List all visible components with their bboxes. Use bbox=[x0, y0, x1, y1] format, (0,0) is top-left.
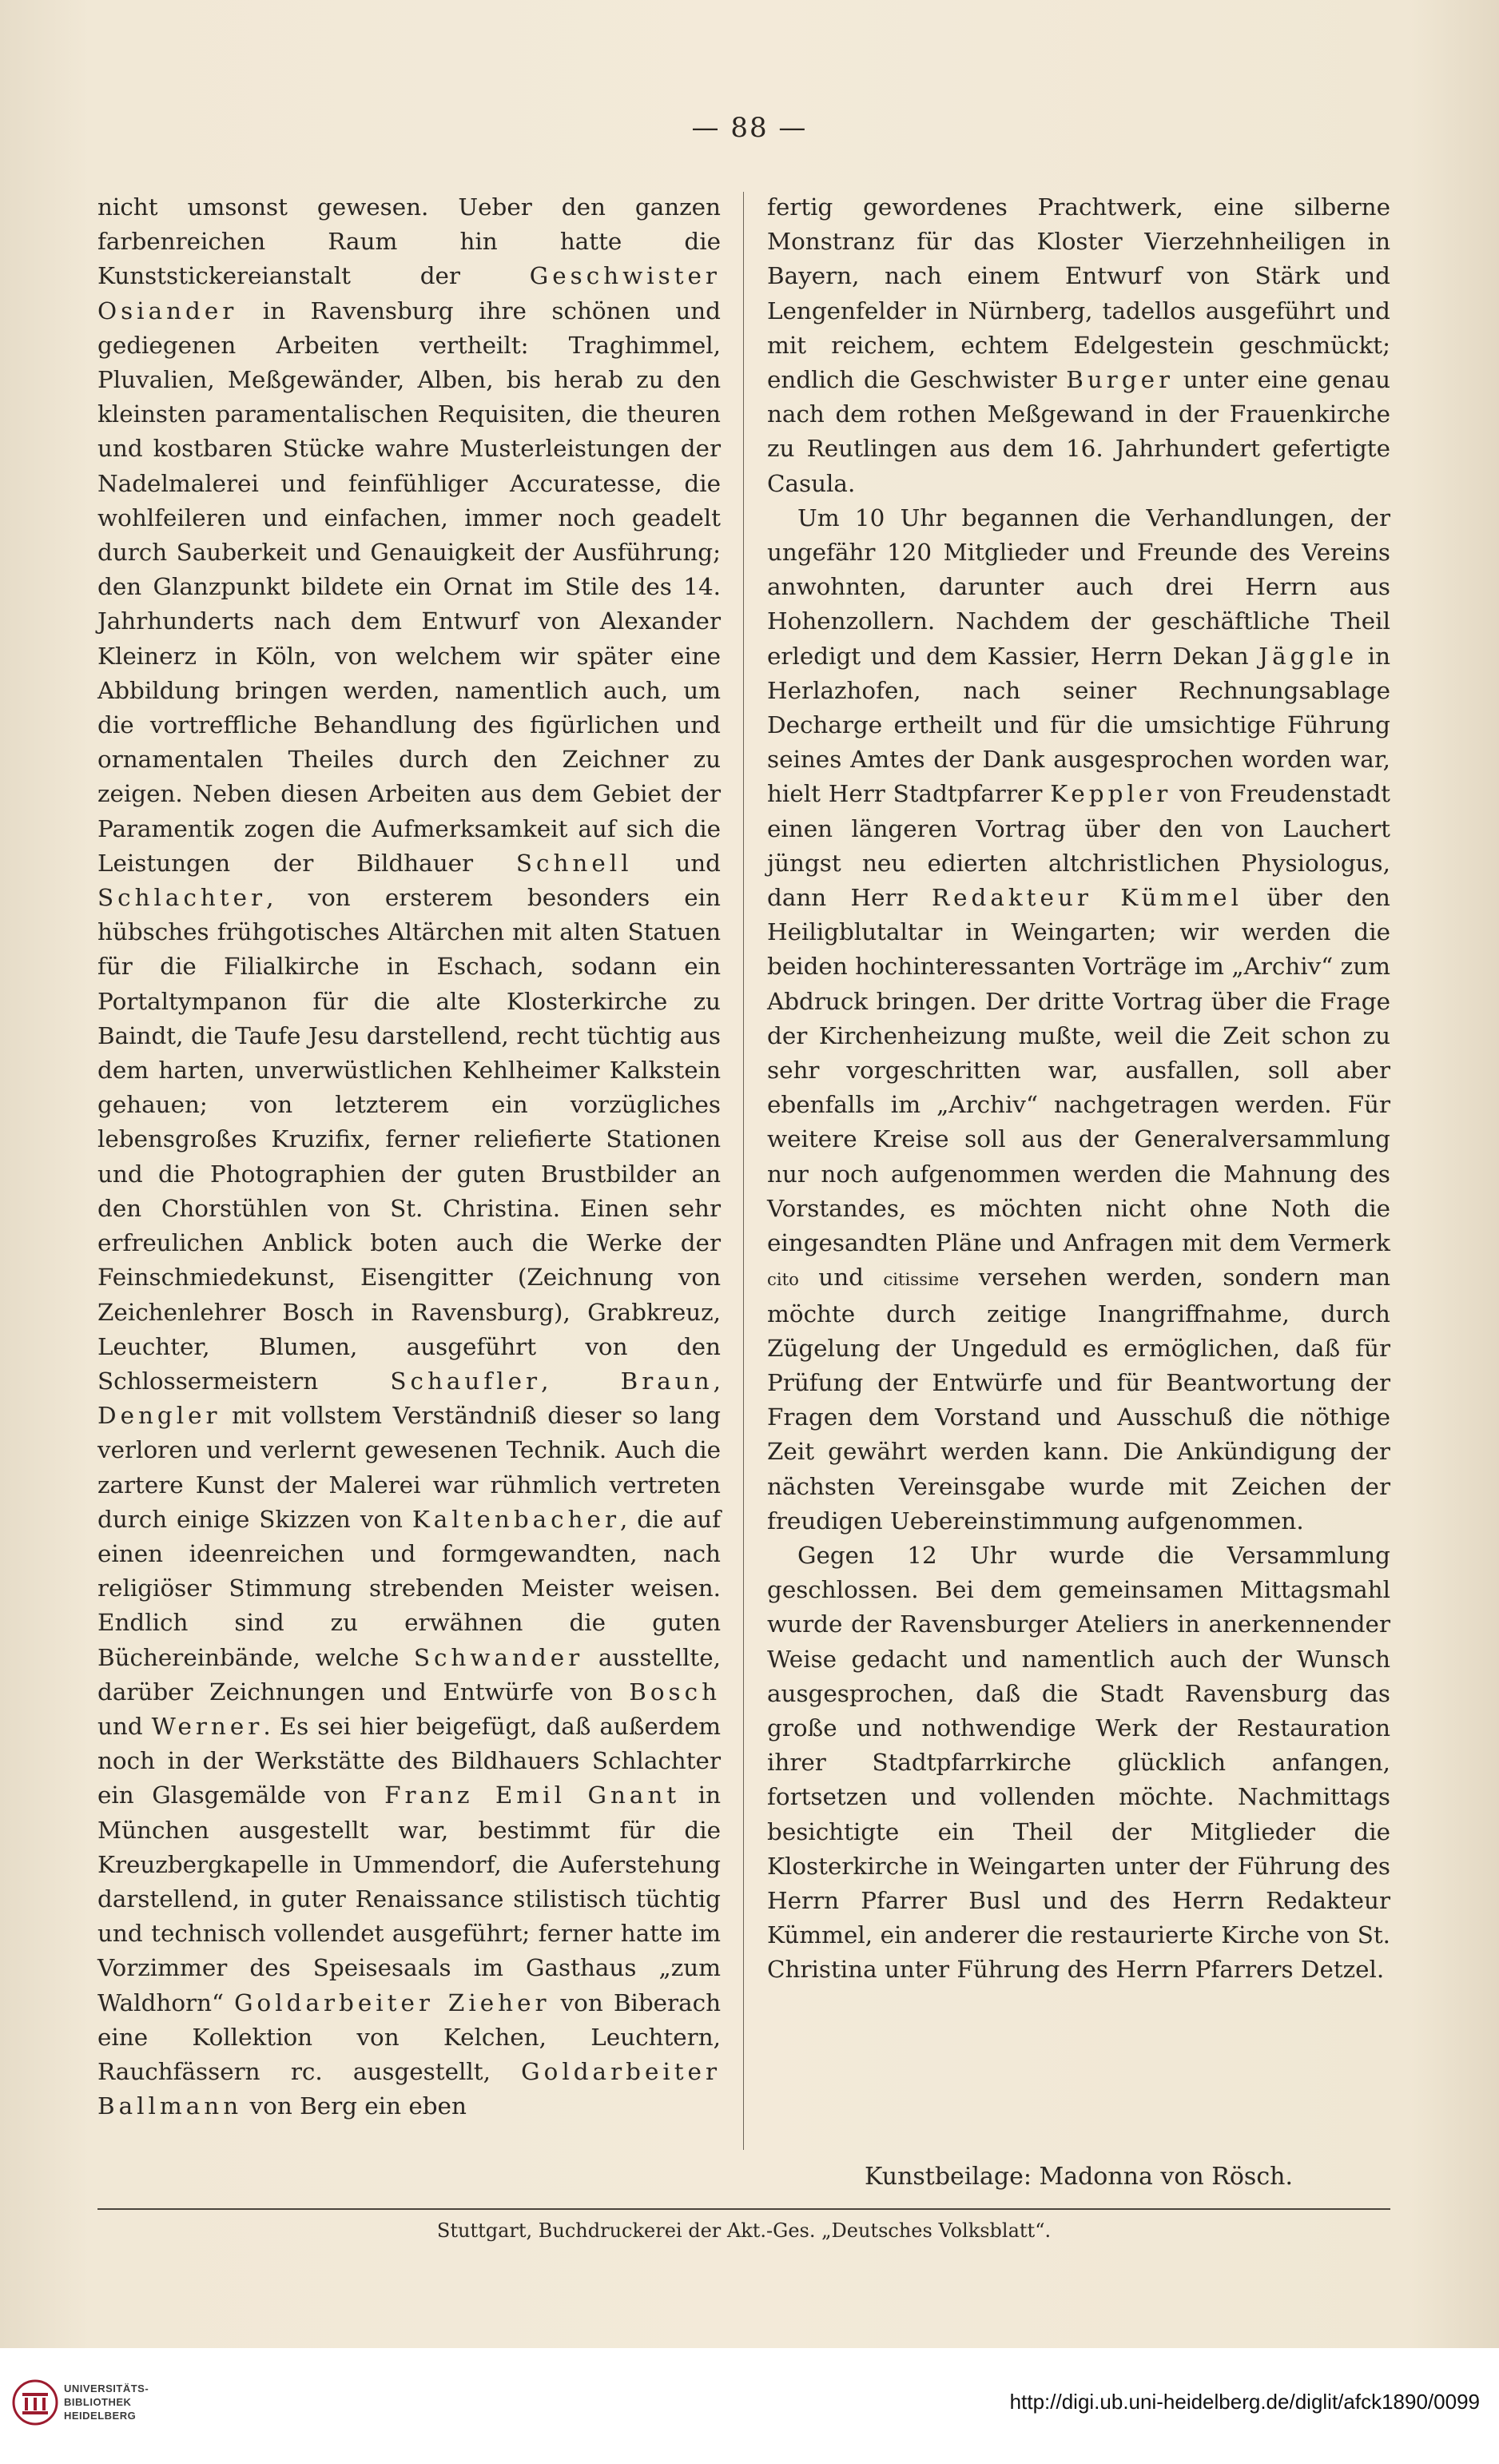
printer-imprint: Stuttgart, Buchdruckerei der Akt.-Ges. „Deutsches Volksblatt“. bbox=[436, 2219, 1052, 2242]
emphasized-name: Goldarbeiter Zieher bbox=[234, 1988, 551, 2016]
column-divider bbox=[743, 192, 744, 2150]
emphasized-name: Franz Emil Gnant bbox=[384, 1781, 681, 1809]
library-name-line: HEIDELBERG bbox=[64, 2410, 137, 2422]
left-column bbox=[97, 190, 721, 2124]
latin-term: cito bbox=[767, 1269, 799, 1290]
library-name-line: UNIVERSITÄTS- bbox=[64, 2382, 149, 2394]
footer-rule bbox=[97, 2208, 1390, 2210]
emphasized-name: Schlachter bbox=[97, 884, 267, 912]
emphasized-name: Schwander bbox=[413, 1643, 584, 1671]
emphasized-name: Braun bbox=[620, 1367, 714, 1395]
emphasized-name: Redakteur Kümmel bbox=[932, 884, 1243, 912]
emphasized-name: Burger bbox=[1066, 366, 1175, 394]
emphasized-name: Schaufler bbox=[390, 1367, 542, 1395]
art-supplement-note: Kunstbeilage: Madonna von Rösch. bbox=[865, 2163, 1293, 2191]
emphasized-name: Schnell bbox=[515, 849, 633, 877]
library-name-line: BIBLIOTHEK bbox=[64, 2396, 132, 2408]
emphasized-name: Geschwister Osiander bbox=[97, 262, 721, 324]
library-name bbox=[64, 2382, 149, 2422]
article-paragraph: Um 10 Uhr begannen die Verhandlungen, der ungefähr 120 Mitglieder und Freunde des Vereins anwohnten, darunter auch drei Herrn aus Hohenzollern. Nachdem der geschäftliche Theil erledigt und dem Kassier, Herrn Dekan Jäggle in Herlazhofen, nach seiner Rechnungsablage Decharge ertheilt und für die umsichtige Führung seines Amtes der Dank ausgesprochen worden war, hielt Herr Stadtpfarrer Keppler von Freudenstadt einen längeren Vortrag über den von Lauchert jüngst neu edierten altchristlichen Physiologus, dann Herr Redakteur Kümmel über den Heiligblutaltar in Weingarten; wir werden die beiden hochinteressanten Vorträge im „Archiv“ zum Abdruck bringen. Der dritte Vortrag über die Frage der Kirchenheizung mußte, weil die Zeit schon zu sehr vorgeschritten war, ausfallen, soll aber ebenfalls im „Archiv“ nachgetragen werden. Für weitere Kreise soll aus der Generalversammlung nur noch aufgenommen werden die Mahnung des Vorstandes, es möchten nicht ohne Noth die eingesandten Pläne und Anfragen mit dem Vermerk cito und citissime versehen werden, sondern man möchte durch zeitige Inangriffnahme, durch Zügelung der Ungeduld es ermöglichen, daß für Prüfung der Entwürfe und für Beantwortung der Fragen dem Vorstand und Ausschuß die nöthige Zeit gewährt werden kann. Die Ankündigung der nächsten Vereinsgabe wurde mit Zeichen der freudigen Uebereinstimmung aufgenommen. bbox=[767, 504, 1391, 1535]
source-url-link[interactable]: http://digi.ub.uni-heidelberg.de/diglit/afck1890/0099 bbox=[1009, 2390, 1480, 2414]
article-paragraph: Gegen 12 Uhr wurde die Versammlung geschlossen. Bei dem gemeinsamen Mittagsmahl wurde der Ravensburger Ateliers in anerkennender Weise gedacht und namentlich auch der Wunsch ausgesprochen, daß die Stadt Ravensburg das große und nothwendige Werk der Restauration ihrer Stadtpfarrkirche glücklich anfangen, fortsetzen und vollenden möchte. Nachmittags besichtigte ein Theil der Mitglieder die Klosterkirche in Weingarten unter der Führung des Herrn Pfarrer Busl und des Herrn Redakteur Kümmel, ein anderer die restaurierte Kirche von St. Christina unter Führung des Herrn Pfarrers Detzel. bbox=[767, 1541, 1390, 1984]
emphasized-name: Bosch bbox=[629, 1678, 721, 1706]
emphasized-name: Keppler bbox=[1050, 780, 1172, 808]
emphasized-name: Goldarbeiter Ballmann bbox=[97, 2057, 721, 2120]
emphasized-name: Jäggle bbox=[1258, 642, 1358, 670]
emphasized-name: Werner bbox=[151, 1712, 264, 1740]
emphasized-name: Dengler bbox=[97, 1402, 221, 1430]
library-seal-icon bbox=[11, 2378, 59, 2426]
article-paragraph: fertig gewordenes Prachtwerk, eine silberne Monstranz für das Kloster Vierzehnheiligen in Bayern, nach einem Entwurf von Stärk und Lengenfelder in Nürnberg, tadellos ausgeführt und mit reichem, echtem Edelgestein geschmückt; endlich die Geschwister Burger unter eine genau nach dem rothen Meßgewand in der Frauenkirche zu Reutlingen aus dem 16. Jahrhundert gefertigte Casula. bbox=[767, 193, 1391, 497]
right-column bbox=[767, 190, 1390, 1988]
library-logo[interactable] bbox=[11, 2374, 203, 2438]
article-paragraph: nicht umsonst gewesen. Ueber den ganzen farbenreichen Raum hin hatte die Kunststickereianstalt der Geschwister Osiander in Ravensburg ihre schönen und gediegenen Arbeiten vertheilt: Traghimmel, Pluvalien, Meßgewänder, Alben, bis herab zu den kleinsten paramentalischen Requisiten, die theuren und kostbaren Stücke wahre Musterleistungen der Nadelmalerei und feinfühliger Accuratesse, die wohlfeileren und einfachen, immer noch geadelt durch Sauberkeit und Genauigkeit der Ausführung; den Glanzpunkt bildete ein Ornat im Stile des 14. Jahrhunderts nach dem Entwurf von Alexander Kleinerz in Köln, von welchem wir später eine Abbildung bringen werden, namentlich auch, um die vortreffliche Behandlung des figürlichen und ornamentalen Theiles durch den Zeichner zu zeigen. Neben diesen Arbeiten aus dem Gebiet der Paramentik zogen die Aufmerksamkeit auf sich die Leistungen der Bildhauer Schnell und Schlachter, von ersterem besonders ein hübsches frühgotisches Altärchen mit alten Statuen für die Filialkirche in Eschach, sodann ein Portaltympanon für die alte Klosterkirche zu Baindt, die Taufe Jesu darstellend, recht tüchtig aus dem harten, unverwüstlichen Kehlheimer Kalkstein gehauen; von letzterem ein vorzügliches lebensgroßes Kruzifix, ferner reliefierte Stationen und die Photographien der guten Brustbilder an den Chorstühlen von St. Christina. Einen sehr erfreulichen Anblick boten auch die Werke der Feinschmiedekunst, Eisengitter (Zeichnung von Zeichenlehrer Bosch in Ravensburg), Grabkreuz, Leuchter, Blumen, ausgeführt von den Schlossermeistern Schaufler, Braun, Dengler mit vollstem Verständniß dieser so lang verloren und verlernt gewesenen Technik. Auch die zartere Kunst der Malerei war rühmlich vertreten durch einige Skizzen von Kaltenbacher, die auf einen ideenreichen und formgewandten, nach religiöser Stimmung strebenden Meister weisen. Endlich sind zu erwähnen die guten Büchereinbände, welche Schwander ausstellte, darüber Zeichnungen und Entwürfe von Bosch und Werner. Es sei hier beigefügt, daß außerdem noch in der Werkstätte des Bildhauers Schlachter ein Glasgemälde von Franz Emil Gnant in München ausgestellt war, bestimmt für die Kreuzbergkapelle in Ummendorf, die Auferstehung darstellend, in guter Renaissance stilistisch tüchtig und technisch vollendet ausgeführt; ferner hatte im Vorzimmer des Speisesaals im Gasthaus „zum Waldhorn“ Goldarbeiter Zieher von Biberach eine Kollektion von Kelchen, Leuchtern, Rauchfässern rc. ausgestellt, Goldarbeiter Ballmann von Berg ein eben bbox=[97, 193, 722, 2120]
emphasized-name: Kaltenbacher bbox=[412, 1505, 620, 1533]
page-number: — 88 — bbox=[691, 112, 808, 144]
latin-term: citissime bbox=[883, 1269, 960, 1290]
